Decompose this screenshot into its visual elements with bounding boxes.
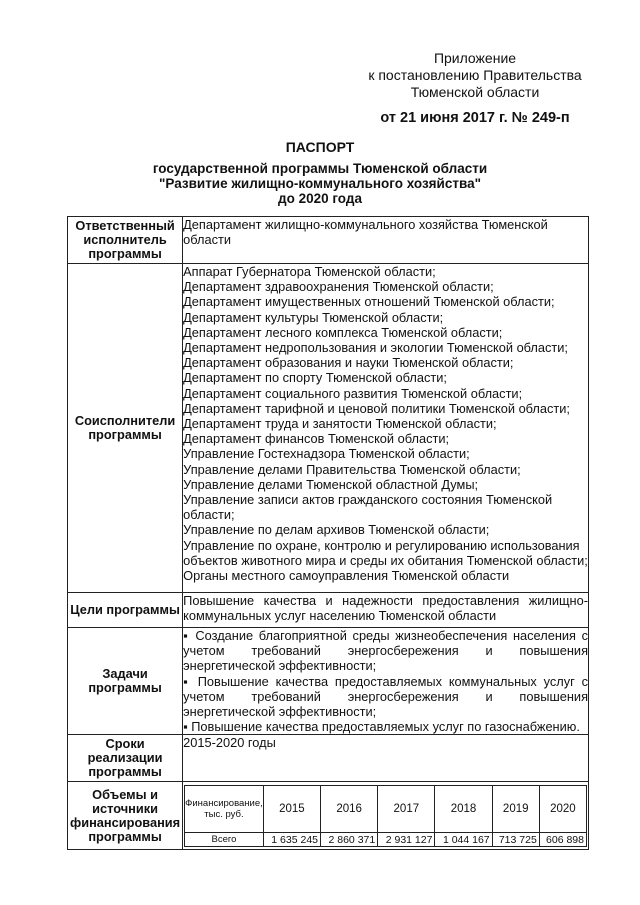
label-responsible: Ответственный исполнитель программы (75, 218, 175, 261)
list-item: Департамент финансов Тюменской области; (183, 431, 450, 447)
region-name: Тюменской области (410, 84, 540, 100)
column-header: 2015 (263, 786, 320, 833)
financing-table (184, 785, 587, 847)
list-item: Управление записи актов гражданского состояния Тюменской области; (183, 492, 553, 523)
list-item: Департамент тарифной и ценовой политики Тюменской области; (183, 400, 570, 416)
list-item: ▪ Повышение качества предоставляемых коммунальных услуг с учетом требований энергосбережения и повышения энергетической эффективности; (183, 673, 588, 720)
row-responsible (68, 217, 589, 264)
column-header: 2020 (539, 786, 586, 833)
list-item: Департамент труда и занятости Тюменской области; (183, 416, 497, 432)
list-item: Департамент культуры Тюменской области; (183, 309, 444, 325)
list-item: Департамент по спорту Тюменской области; (183, 370, 447, 386)
list-item: Департамент недропользования и экологии Тюменской области; (183, 340, 568, 356)
document-header (345, 50, 605, 127)
list-item: Управление по охране, контролю и регулированию использования объектов животного мира и среды их обитания Тюменской области; (183, 537, 588, 568)
list-item: Аппарат Губернатора Тюменской области; (183, 264, 436, 279)
list-item: Органы местного самоуправления Тюменской области (183, 568, 510, 584)
list-item: Департамент лесного комплекса Тюменской области; (183, 324, 503, 340)
financing-cell (183, 782, 589, 850)
appendix-label: Приложение (433, 50, 517, 66)
column-header: 2017 (378, 786, 435, 833)
list-item: Управление делами Правительства Тюменской области; (183, 461, 521, 477)
table-cell: 1 044 167 (435, 833, 492, 847)
row-tasks (68, 628, 589, 735)
value-responsible: Департамент жилищно-коммунального хозяйства Тюменской области (183, 217, 589, 264)
list-item: ▪ Повышение качества предоставляемых услуг по газоснабжению. (183, 719, 580, 735)
value-tasks (183, 628, 589, 735)
row-goals (68, 593, 589, 628)
label-financing: Объемы и источники финансирования программы (70, 786, 181, 844)
table-row (185, 786, 587, 833)
table-cell: 2 931 127 (378, 833, 435, 847)
list-item: Департамент социального развития Тюменской области; (183, 385, 523, 401)
value-terms: 2015-2020 годы (183, 735, 589, 782)
list-item: Управление по делам архивов Тюменской области; (183, 522, 490, 538)
list-item: Управление делами Тюменской областной Думы; (183, 476, 479, 492)
passport-table (67, 216, 589, 850)
table-cell: 606 898 (539, 833, 586, 847)
column-header: Финансирование, тыс. руб. (185, 786, 264, 833)
row-terms (68, 735, 589, 782)
document-title (60, 140, 580, 206)
title-line-2: "Развитие жилищно-коммунального хозяйства" (158, 176, 482, 191)
table-cell: 1 635 245 (263, 833, 320, 847)
table-cell: 2 860 371 (321, 833, 378, 847)
label-coexecutors: Соисполнители программы (74, 413, 176, 442)
table-cell: Всего (185, 833, 264, 847)
column-header: 2019 (492, 786, 539, 833)
list-item: Департамент имущественных отношений Тюменской области; (183, 294, 555, 310)
title-line-1: государственной программы Тюменской области (152, 161, 488, 176)
list-item: Департамент здравоохранения Тюменской области; (183, 279, 494, 295)
column-header: 2018 (435, 786, 492, 833)
value-coexecutors (183, 264, 589, 593)
table-cell: 713 725 (492, 833, 539, 847)
resolution-date: от 21 июня 2017 г. № 249-п (380, 110, 570, 126)
label-terms: Сроки реализации программы (87, 736, 163, 780)
row-coexecutors (68, 264, 589, 593)
row-financing (68, 782, 589, 850)
title-main: ПАСПОРТ (285, 139, 355, 155)
value-goals: Повышение качества и надежности предоставления жилищно-коммунальных услуг населению Тюменской области (183, 593, 589, 628)
table-row (185, 833, 587, 847)
list-item: Департамент образования и науки Тюменской области; (183, 355, 514, 371)
column-header: 2016 (321, 786, 378, 833)
title-line-3: до 2020 года (278, 191, 362, 206)
label-tasks: Задачи программы (88, 666, 162, 696)
label-goals: Цели программы (70, 602, 180, 617)
resolution-ref: к постановлению Правительства (368, 67, 582, 83)
list-item: Управление Гостехнадзора Тюменской области; (183, 446, 470, 462)
list-item: ▪ Создание благоприятной среды жизнеобеспечения населения с учетом требований энергосбережения и повышения энергетической эффективности; (183, 628, 588, 674)
